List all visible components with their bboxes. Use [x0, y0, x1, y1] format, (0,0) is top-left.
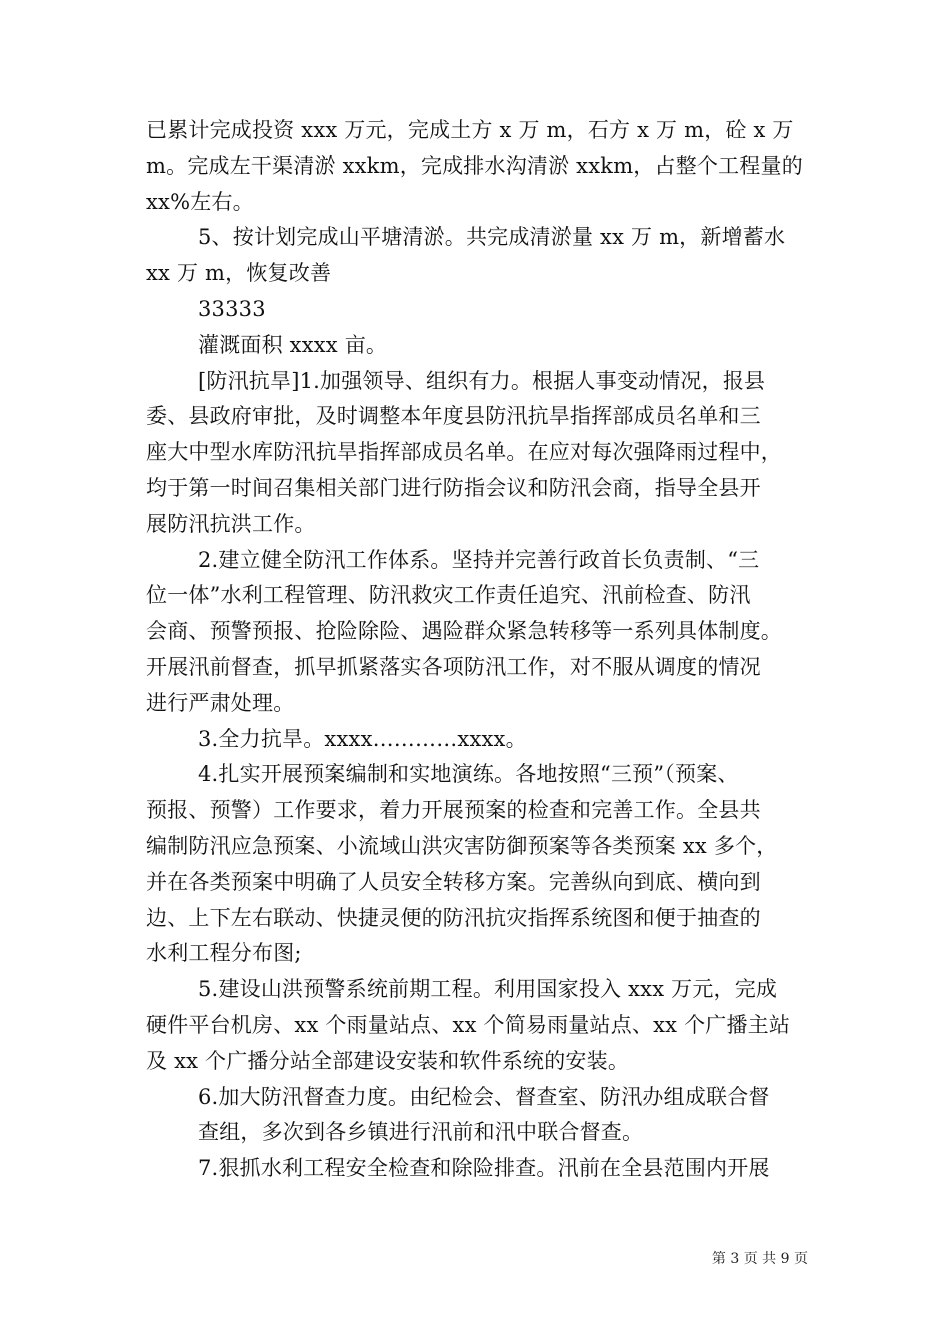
text-line: 委、县政府审批，及时调整本年度县防汛抗旱指挥部成员名单和三 [146, 404, 761, 429]
text-line: 6.加大防汛督查力度。由纪检会、督查室、防汛办组成联合督 [198, 1084, 770, 1109]
text-line: 5、按计划完成山平塘清淤。共完成清淤量 xx 万 m，新增蓄水 [198, 225, 786, 250]
text-line: 33333 [198, 296, 266, 321]
text-line: m。完成左干渠清淤 xxkm，完成排水沟清淤 xxkm，占整个工程量的 [146, 153, 803, 178]
text-line: 硬件平台机房、xx 个雨量站点、xx 个简易雨量站点、xx 个广播主站 [146, 1012, 791, 1037]
text-line: 座大中型水库防汛抗旱指挥部成员名单。在应对每次强降雨过程中， [146, 440, 782, 465]
text-line: 展防汛抗洪工作。 [146, 511, 316, 536]
page-number-footer: 第 3 页 共 9 页 [711, 1251, 808, 1267]
text-line: 并在各类预案中明确了人员安全转移方案。完善纵向到底、横向到 [146, 869, 761, 894]
text-line: 均于第一时间召集相关部门进行防指会议和防汛会商，指导全县开 [146, 475, 761, 500]
text-line: 及 xx 个广播分站全部建设安装和软件系统的安装。 [146, 1048, 630, 1073]
text-line: 会商、预警预报、抢险除险、遇险群众紧急转移等一系列具体制度。 [146, 619, 782, 644]
text-line: xx 万 m，恢复改善 [146, 261, 332, 286]
text-line: 预报、预警）工作要求，着力开展预案的检查和完善工作。全县共 [146, 798, 761, 823]
text-line: 4.扎实开展预案编制和实地演练。各地按照“三预”（预案、 [198, 762, 739, 787]
text-line: 5.建设山洪预警系统前期工程。利用国家投入 xxx 万元，完成 [198, 977, 778, 1002]
text-line: 位一体”水利工程管理、防汛救灾工作责任追究、汛前检查、防汛 [146, 583, 751, 608]
text-line: 查组，多次到各乡镇进行汛前和汛中联合督查。 [198, 1120, 644, 1145]
text-line: [防汛抗旱]1.加强领导、组织有力。根据人事变动情况，报县 [198, 368, 766, 393]
text-line: 开展汛前督查，抓早抓紧落实各项防汛工作，对不服从调度的情况 [146, 654, 761, 679]
text-line: 编制防汛应急预案、小流域山洪灾害防御预案等各类预案 xx 多个， [146, 833, 778, 858]
text-line: 已累计完成投资 xxx 万元，完成土方 x 万 m，石方 x 万 m，砼 x 万 [146, 118, 794, 142]
text-line: 边、上下左右联动、快捷灵便的防汛抗灾指挥系统图和便于抽查的 [146, 905, 761, 930]
document-body [146, 113, 814, 1187]
text-line: 水利工程分布图; [146, 941, 302, 966]
text-line: 3.全力抗旱。xxxx…………xxxx。 [198, 726, 527, 751]
text-line: 7.狠抓水利工程安全检查和除险排查。汛前在全县范围内开展 [198, 1156, 770, 1181]
text-line: xx%左右。 [146, 189, 254, 214]
text-line: 2.建立健全防汛工作体系。坚持并完善行政首长负责制、“三 [198, 547, 760, 572]
text-line: 灌溉面积 xxxx 亩。 [198, 332, 388, 357]
text-line: 进行严肃处理。 [146, 690, 295, 715]
